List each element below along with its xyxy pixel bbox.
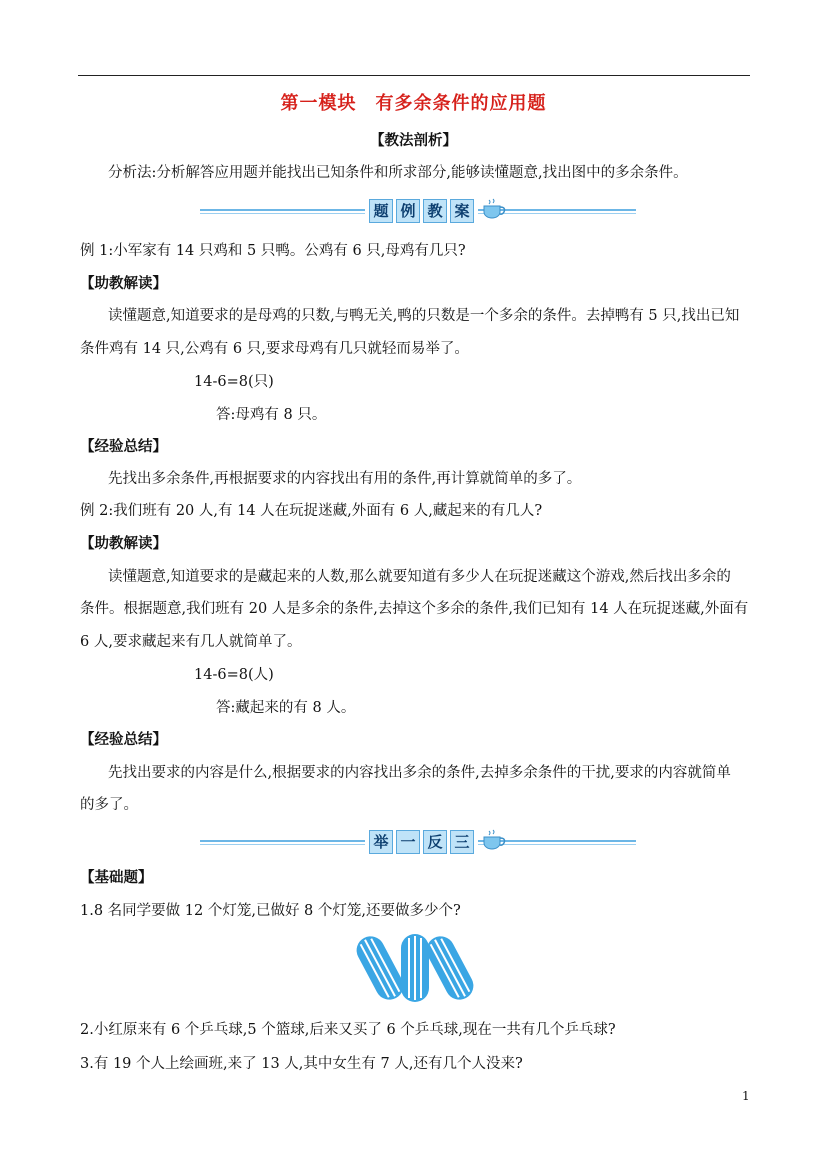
example-2-guide-line: 6 人,要求藏起来有几人就简单了。 bbox=[80, 634, 302, 650]
header-rule bbox=[78, 75, 750, 76]
example-2-summary-line: 先找出要求的内容是什么,根据要求的内容找出多余的条件,去掉多余条件的干扰,要求的内容就简单 bbox=[108, 765, 731, 781]
example-2-guide-line: 条件。根据题意,我们班有 20 人是多余的条件,去掉这个多余的条件,我们已知有 14 人在玩捉迷藏,外面有 bbox=[80, 601, 749, 617]
example-2-formula: 14-6=8(人) bbox=[194, 667, 274, 683]
example-2-guide-line: 读懂题意,知道要求的是藏起来的人数,那么就要知道有多少人在玩捉迷藏这个游戏,然后找出多余的 bbox=[108, 569, 731, 585]
banner-char: 例 bbox=[396, 199, 420, 223]
banner-char: 三 bbox=[450, 830, 474, 854]
banner-char: 反 bbox=[423, 830, 447, 854]
example-2-answer: 答:藏起来的有 8 人。 bbox=[216, 700, 356, 716]
banner-char: 教 bbox=[423, 199, 447, 223]
teacup-icon bbox=[480, 198, 508, 222]
example-2-guide-heading: 【助教解读】 bbox=[80, 535, 167, 552]
banner-char: 案 bbox=[450, 199, 474, 223]
basic-heading: 【基础题】 bbox=[80, 869, 153, 886]
example-1-formula: 14-6=8(只) bbox=[194, 374, 274, 390]
example-1-question: 例 1:小军家有 14 只鸡和 5 只鸭。公鸡有 6 只,母鸡有几只? bbox=[80, 243, 466, 259]
banner-char: 举 bbox=[369, 830, 393, 854]
practice-question-1: 1.8 名同学要做 12 个灯笼,已做好 8 个灯笼,还要做多少个? bbox=[80, 903, 461, 919]
section-banner-examples bbox=[200, 196, 636, 226]
example-2-question: 例 2:我们班有 20 人,有 14 人在玩捉迷藏,外面有 6 人,藏起来的有几人? bbox=[80, 503, 543, 519]
banner-char: 一 bbox=[396, 830, 420, 854]
teacup-icon bbox=[480, 829, 508, 853]
example-1-guide-line: 读懂题意,知道要求的是母鸡的只数,与鸭无关,鸭的只数是一个多余的条件。去掉鸭有 5 只,找出已知 bbox=[108, 308, 740, 324]
example-1-summary-heading: 【经验总结】 bbox=[80, 438, 167, 455]
example-1-guide-heading: 【助教解读】 bbox=[80, 275, 167, 292]
page-number: 1 bbox=[742, 1089, 750, 1103]
method-heading: 【教法剖析】 bbox=[370, 132, 457, 149]
example-1-summary: 先找出多余条件,再根据要求的内容找出有用的条件,再计算就简单的多了。 bbox=[108, 471, 582, 487]
example-2-summary-line: 的多了。 bbox=[80, 797, 138, 813]
practice-question-3: 3.有 19 个人上绘画班,来了 13 人,其中女生有 7 人,还有几个人没来? bbox=[80, 1056, 523, 1072]
example-1-guide-line: 条件鸡有 14 只,公鸡有 6 只,要求母鸡有几只就轻而易举了。 bbox=[80, 341, 469, 357]
example-1-answer: 答:母鸡有 8 只。 bbox=[216, 407, 327, 423]
lanterns-illustration bbox=[354, 932, 476, 1004]
banner-char: 题 bbox=[369, 199, 393, 223]
page-title: 第一模块 有多余条件的应用题 bbox=[280, 93, 547, 114]
example-2-summary-heading: 【经验总结】 bbox=[80, 731, 167, 748]
practice-question-2: 2.小红原来有 6 个乒乓球,5 个篮球,后来又买了 6 个乒乓球,现在一共有几个乒乓球? bbox=[80, 1022, 616, 1038]
method-text: 分析法:分析解答应用题并能找出已知条件和所求部分,能够读懂题意,找出图中的多余条件。 bbox=[108, 165, 688, 181]
section-banner-practice bbox=[200, 827, 636, 857]
